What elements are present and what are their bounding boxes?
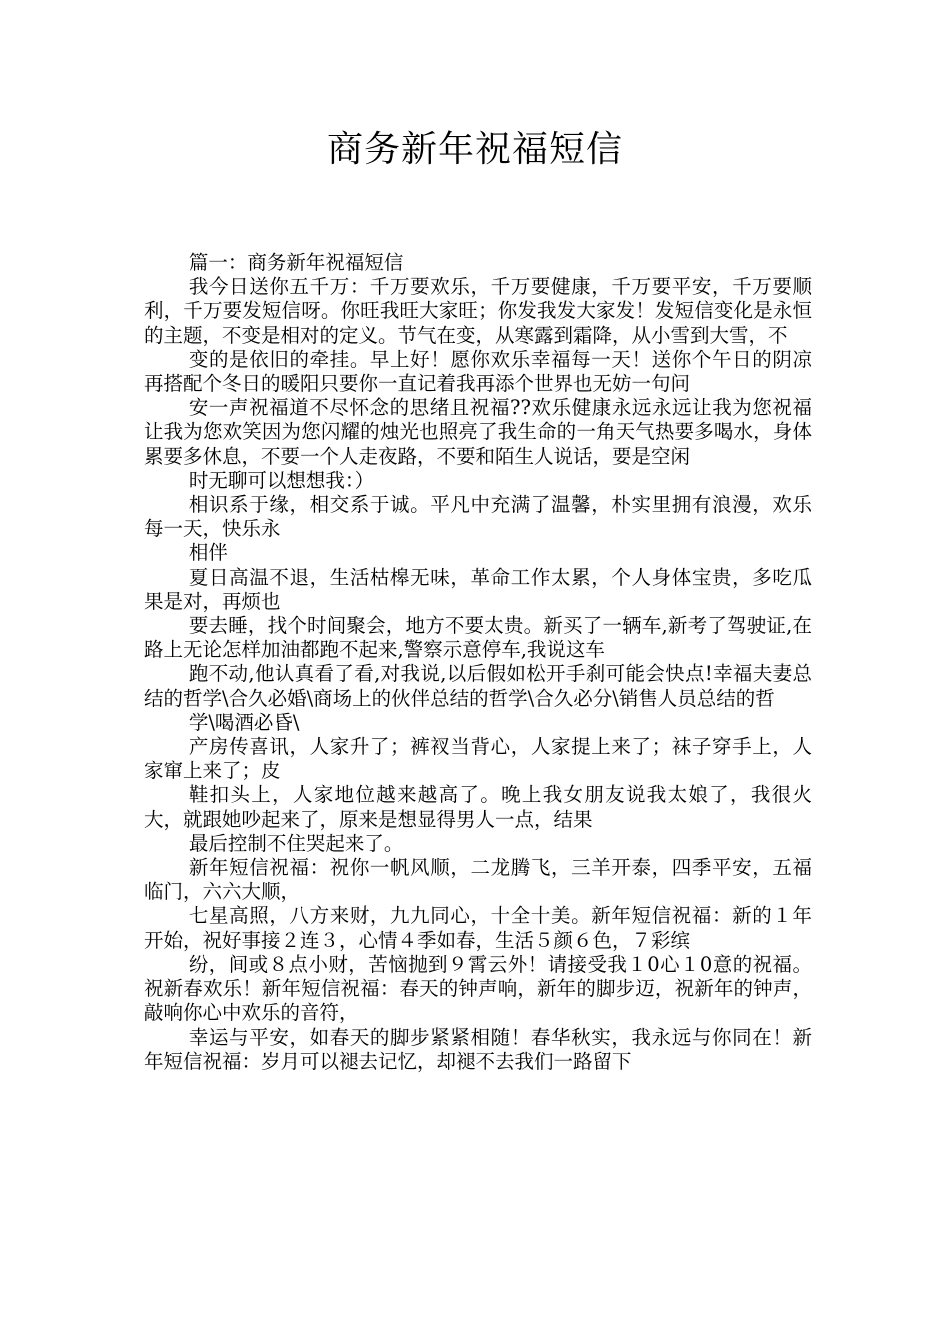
paragraph: 要去睡，找个时间聚会，地方不要太贵。新买了一辆车,新考了驾驶证,在路上无论怎样加油都跑不起来,警察示意停车,我说这车 [144,614,812,662]
paragraph: 七星高照，八方来财，九九同心，十全十美。新年短信祝福：新的１年开始，祝好事接２连３，心情４季如春，生活５颜６色，７彩缤 [144,904,812,952]
paragraph: 学\喝酒必昏\ [188,710,300,734]
page-title: 商务新年祝福短信 [326,129,623,170]
paragraph: 相识系于缘，相交系于诚。平凡中充满了温馨，朴实里拥有浪漫，欢乐每一天，快乐永 [144,493,812,541]
paragraph: 时无聊可以想想我：） [188,468,375,492]
paragraph: 产房传喜讯，人家升了；裤衩当背心，人家提上来了；袜子穿手上，人家窜上来了；皮 [144,735,812,783]
paragraph: 跑不动,他认真看了看,对我说,以后假如松开手刹可能会快点!幸福夫妻总结的哲学\合久必婚\商场上的伙伴总结的哲学\合久必分\销售人员总结的哲 [144,662,812,710]
paragraph: 纷，间或８点小财，苦恼抛到９霄云外！请接受我１0心１0意的祝福。祝新春欢乐！新年短信祝福：春天的钟声响，新年的脚步迈，祝新年的钟声，敲响你心中欢乐的音符， [144,952,812,1025]
paragraph: 变的是依旧的牵挂。早上好！愿你欢乐幸福每一天！送你个午日的阴凉再搭配个冬日的暖阳只要你一直记着我再添个世界也无妨一句问 [144,347,812,396]
paragraph: 最后控制不住哭起来了。 [188,831,404,855]
paragraph: 安一声祝福道不尽怀念的思绪且祝福??欢乐健康永远永远让我为您祝福让我为您欢笑因为您闪耀的烛光也照亮了我生命的一角天气热要多喝水，身体累要多休息，不要一个人走夜路，不要和陌生人说话，要是空闲 [144,396,812,468]
paragraph: 篇一：商务新年祝福短信 [188,251,404,274]
paragraph: 我今日送你五千万：千万要欢乐，千万要健康，千万要平安，千万要顺利，千万要发短信呀。你旺我旺大家旺；你发我发大家发！发短信变化是永恒的主题，不变是相对的定义。节气在变，从寒露到霜降，从小雪到大雪，不 [144,275,812,347]
paragraph: 新年短信祝福：祝你一帆风顺，二龙腾飞，三羊开泰，四季平安，五福临门，六六大顺， [144,856,812,904]
paragraph: 幸运与平安，如春天的脚步紧紧相随！春华秋实，我永远与你同在！新年短信祝福：岁月可以褪去记忆，却褪不去我们一路留下 [144,1025,812,1073]
paragraph: 鞋扣头上，人家地位越来越高了。晚上我女朋友说我太娘了，我很火大，就跟她吵起来了，原来是想显得男人一点，结果 [144,783,812,831]
document-body [144,251,812,1074]
paragraph: 夏日高温不退，生活枯槔无味，革命工作太累，个人身体宝贵，多吃瓜果是对，再烦也 [144,565,812,613]
paragraph: 相伴 [188,541,228,565]
